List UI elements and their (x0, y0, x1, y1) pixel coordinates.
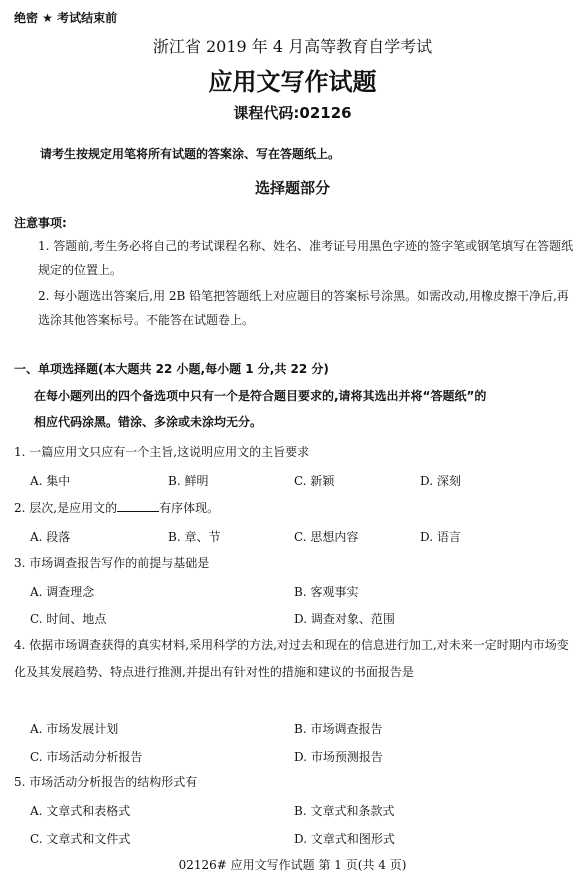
question-4-stem: 4. 依据市场调查获得的真实材料,采用科学的方法,对过去和现在的信息进行加工,对未来一定时期内市场变化及其发展趋势、特点进行推测,并提出有针对性的措施和建议的书面报告是 (14, 638, 569, 679)
exam-name: 浙江省 2019 年 4 月高等教育自学考试 (152, 37, 433, 56)
question-1-stem: 1. 一篇应用文只应有一个主旨,这说明应用文的主旨要求 (14, 445, 310, 459)
note-item-2-text: 2. 每小题选出答案后,用 2B 铅笔把答题纸上对应题目的答案标号涂黑。如需改动,用橡皮擦干净后,再选涂其他答案标号。不能答在试题卷上。 (38, 289, 569, 327)
q3-option-c: C. 时间、地点 (30, 612, 107, 626)
note-item-2 (14, 284, 574, 332)
q3-option-b: B. 客观事实 (294, 585, 359, 599)
instruction: 请考生按规定用笔将所有试题的答案涂、写在答题纸上。 (40, 147, 341, 161)
part1-desc-line2: 相应代码涂黑。错涂、多涂或未涂均无分。 (34, 415, 263, 429)
page-footer: 02126# 应用文写作试题 第 1 页(共 4 页) (178, 858, 407, 872)
note-item-1 (14, 234, 574, 282)
q4-option-b: B. 市场调查报告 (294, 722, 383, 736)
question-2-stem-before: 2. 层次,是应用文的 (14, 501, 118, 515)
q1-option-c: C. 新颖 (294, 474, 335, 488)
q4-option-a: A. 市场发展计划 (30, 722, 119, 736)
q2-option-c: C. 思想内容 (294, 530, 359, 544)
question-5-stem: 5. 市场活动分析报告的结构形式有 (14, 775, 198, 789)
q5-option-c: C. 文章式和文件式 (30, 832, 131, 846)
section-title: 选择题部分 (254, 179, 330, 197)
question-2-stem-after: 有序体现。 (159, 501, 220, 515)
q5-option-d: D. 文章式和图形式 (294, 832, 395, 846)
notes-heading: 注意事项: (14, 216, 67, 230)
q4-option-d: D. 市场预测报告 (294, 750, 383, 764)
question-3-stem: 3. 市场调查报告写作的前提与基础是 (14, 556, 210, 570)
q3-option-d: D. 调查对象、范围 (294, 612, 395, 626)
fill-blank (117, 499, 159, 512)
q5-option-b: B. 文章式和条款式 (294, 804, 395, 818)
question-2-stem (14, 495, 577, 522)
q5-option-a: A. 文章式和表格式 (30, 804, 131, 818)
q4-option-c: C. 市场活动分析报告 (30, 750, 143, 764)
q1-option-d: D. 深刻 (420, 474, 461, 488)
q1-option-b: B. 鲜明 (168, 474, 209, 488)
part1-description (14, 383, 577, 435)
secret-label: 绝密 ★ 考试结束前 (14, 11, 118, 25)
page-title: 应用文写作试题 (208, 68, 377, 96)
q1-option-a: A. 集中 (30, 474, 71, 488)
q3-option-a: A. 调查理念 (30, 585, 95, 599)
q2-option-a: A. 段落 (30, 530, 71, 544)
part1-heading: 一、单项选择题(本大题共 22 小题,每小题 1 分,共 22 分) (14, 362, 329, 376)
q2-option-b: B. 章、节 (168, 530, 221, 544)
course-code: 课程代码:02126 (233, 104, 352, 122)
q2-option-d: D. 语言 (420, 530, 461, 544)
note-item-1-text: 1. 答题前,考生务必将自己的考试课程名称、姓名、准考证号用黑色字迹的签字笔或钢笔填写在答题纸规定的位置上。 (38, 239, 574, 277)
part1-desc-line1: 在每小题列出的四个备选项中只有一个是符合题目要求的,请将其选出并将“答题纸”的 (34, 389, 487, 403)
